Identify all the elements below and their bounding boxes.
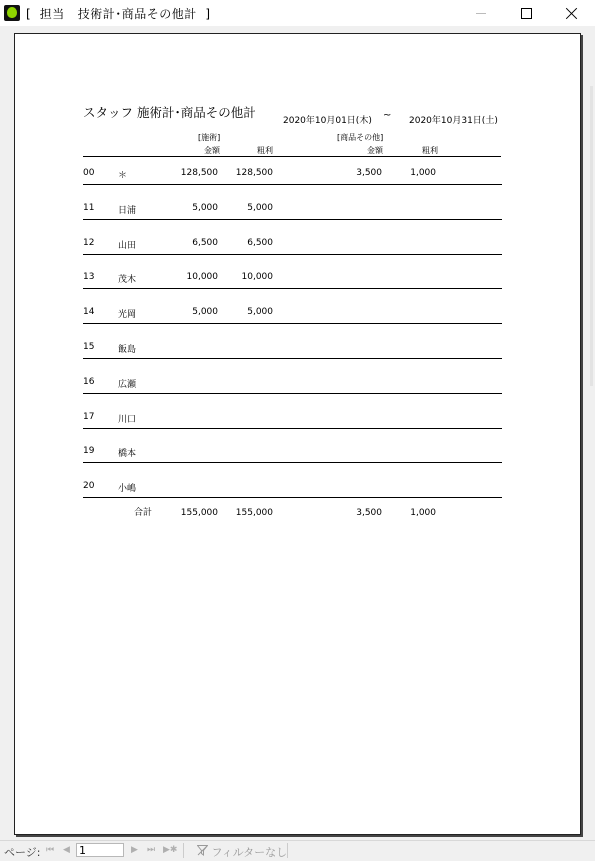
staff-code: 11: [83, 203, 95, 213]
staff-name: 小嶋: [118, 484, 137, 494]
staff-name: 光岡: [118, 310, 137, 320]
new-record-button[interactable]: ▶✱: [163, 845, 178, 855]
staff-code: 19: [83, 446, 95, 456]
treatment-profit: 6,500: [247, 238, 273, 248]
staff-name: 日浦: [118, 206, 137, 216]
page-number-input[interactable]: [76, 843, 124, 857]
treatment-profit: 128,500: [235, 168, 273, 178]
filter-toggle[interactable]: [196, 844, 287, 860]
staff-code: 13: [83, 272, 95, 282]
column-header-goods-profit: 粗利: [422, 146, 438, 155]
filter-label: フィルターなし: [211, 846, 288, 859]
treatment-amount: 5,000: [192, 203, 218, 213]
treatment-amount: 5,000: [192, 307, 218, 317]
row-rule: [83, 462, 502, 463]
row-rule: [83, 358, 502, 359]
column-header-goods-amount: 金額: [367, 146, 383, 155]
goods-amount: 3,500: [356, 168, 382, 178]
record-navigation-bar: [0, 840, 595, 861]
treatment-amount: 6,500: [192, 238, 218, 248]
minimize-button[interactable]: [458, 0, 504, 26]
total-treatment-amount: 155,000: [180, 508, 218, 518]
scrollbar[interactable]: [590, 86, 593, 386]
staff-name: ＊: [118, 171, 128, 181]
staff-code: 15: [83, 342, 95, 352]
date-separator: ~: [383, 110, 392, 121]
staff-name: 茂木: [118, 275, 137, 285]
page-label: ページ:: [4, 846, 41, 859]
group-label-treatment: [施術]: [198, 133, 221, 142]
staff-code: 16: [83, 377, 95, 387]
report-viewport[interactable]: [0, 26, 595, 840]
column-header-treatment-amount: 金額: [204, 146, 220, 155]
previous-page-button[interactable]: ◀: [63, 845, 70, 855]
column-header-treatment-profit: 粗利: [257, 146, 273, 155]
title-bar: [0, 0, 595, 26]
row-rule: [83, 254, 502, 255]
report-page: [14, 33, 581, 835]
staff-code: 14: [83, 307, 95, 317]
first-page-button[interactable]: ⏮: [46, 845, 55, 855]
treatment-profit: 5,000: [247, 203, 273, 213]
minimize-icon: [476, 13, 486, 14]
status-divider: [287, 843, 288, 858]
row-rule: [83, 497, 502, 498]
window-title: [ 担当 技術計･商品その他計 ]: [26, 7, 211, 21]
close-icon: [566, 7, 578, 19]
staff-name: 山田: [118, 241, 137, 251]
row-rule: [83, 184, 502, 185]
total-label: 合計: [134, 508, 153, 518]
maximize-icon: [521, 8, 532, 19]
treatment-amount: 128,500: [180, 168, 218, 178]
row-rule: [83, 288, 502, 289]
status-divider: [183, 843, 184, 858]
staff-code: 00: [83, 168, 95, 178]
staff-code: 20: [83, 481, 95, 491]
last-page-button[interactable]: ⏭: [147, 845, 156, 855]
staff-name: 川口: [118, 415, 137, 425]
next-page-button[interactable]: ▶: [131, 845, 138, 855]
filter-off-icon: [196, 845, 208, 859]
row-rule: [83, 428, 502, 429]
row-rule: [83, 323, 502, 324]
staff-code: 17: [83, 412, 95, 422]
maximize-button[interactable]: [503, 0, 549, 26]
staff-code: 12: [83, 238, 95, 248]
staff-name: 広瀬: [118, 380, 137, 390]
total-goods-profit: 1,000: [410, 508, 436, 518]
group-label-goods: [商品その他]: [337, 133, 384, 142]
report-title: スタッフ 施術計･商品その他計: [83, 105, 256, 120]
row-rule: [83, 393, 502, 394]
goods-profit: 1,000: [410, 168, 436, 178]
staff-name: 橋本: [118, 449, 137, 459]
app-icon: [4, 5, 20, 21]
staff-name: 飯島: [118, 345, 137, 355]
total-goods-amount: 3,500: [356, 508, 382, 518]
treatment-profit: 5,000: [247, 307, 273, 317]
treatment-amount: 10,000: [186, 272, 218, 282]
close-button[interactable]: [549, 0, 595, 26]
total-treatment-profit: 155,000: [235, 508, 273, 518]
treatment-profit: 10,000: [241, 272, 273, 282]
date-from: 2020年10月01日(木): [283, 116, 372, 126]
row-rule: [83, 219, 502, 220]
date-to: 2020年10月31日(土): [409, 116, 498, 126]
header-rule: [83, 156, 501, 157]
